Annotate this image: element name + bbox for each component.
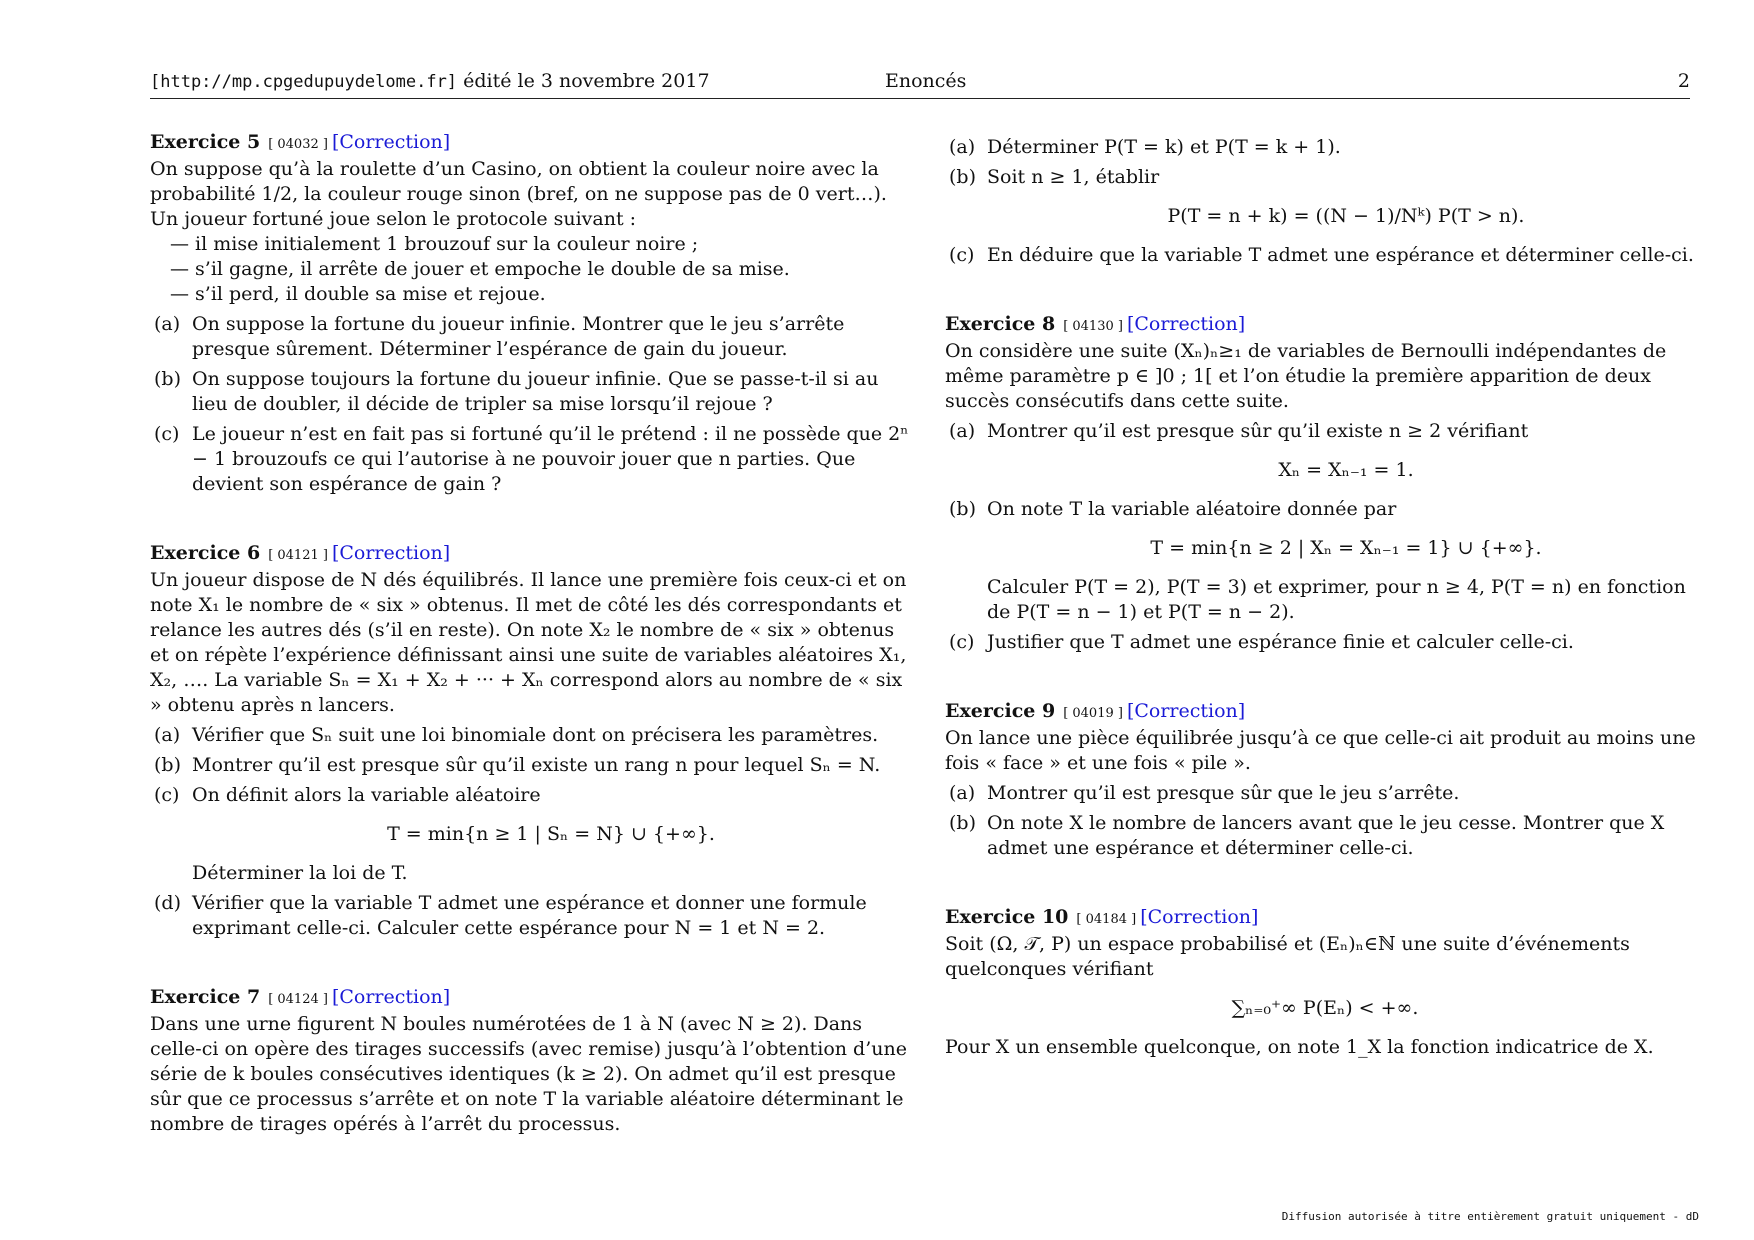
exercise-title: Exercice 10 [945, 906, 1069, 928]
question-item [150, 891, 910, 941]
exercise-title: Exercice 7 [150, 986, 261, 1008]
question-item [945, 630, 1705, 655]
question-text-after: Déterminer la loi de T. [192, 862, 408, 884]
exercise-ref: [ 04121 ] [268, 548, 328, 563]
question-text: Vérifier que Sₙ suit une loi binomiale dont on précisera les paramètres. [192, 724, 879, 746]
exercise-title: Exercice 9 [945, 700, 1056, 722]
question-text: Le joueur n’est en fait pas si fortuné qu’il le prétend : il ne possède que 2ⁿ − 1 brouzoufs ce qui l’autorise à ne pouvoir jouer que n parties. Que devient son espérance de gain ? [192, 423, 909, 495]
question-item [150, 367, 910, 417]
question-text: On note X le nombre de lancers avant que le jeu cesse. Montrer que X admet une espérance et déterminer celle-ci. [987, 812, 1665, 859]
display-equation: T = min{n ≥ 2 | Xₙ = Xₙ₋₁ = 1} ∪ {+∞}. [1150, 537, 1542, 559]
question-item [150, 753, 910, 778]
question-text-after: Calculer P(T = 2), P(T = 3) et exprimer, pour n ≥ 4, P(T = n) en fonction de P(T = n − 1) et P(T = n − 2). [987, 576, 1686, 623]
header-left [150, 70, 710, 92]
dash-item: — s’il gagne, il arrête de jouer et empoche le double de sa mise. [170, 258, 790, 280]
question-item [150, 422, 910, 497]
display-equation: ∑ₙ₌₀⁺∞ P(Eₙ) < +∞. [1231, 997, 1419, 1019]
exercise-10 [945, 905, 1705, 1060]
question-item [150, 312, 910, 362]
question-label: (a) [949, 420, 976, 442]
question-text: Montrer qu’il est presque sûr que le jeu s’arrête. [987, 782, 1460, 804]
question-label: (b) [949, 166, 976, 188]
correction-link[interactable]: [Correction] [331, 986, 451, 1008]
left-column [150, 130, 910, 1181]
exercise-outro: Pour X un ensemble quelconque, on note 1_X la fonction indicatrice de X. [945, 1036, 1654, 1058]
question-item [945, 419, 1705, 483]
question-label: (c) [154, 784, 180, 806]
page-header [150, 70, 1690, 99]
correction-link[interactable]: [Correction] [1140, 906, 1259, 928]
exercise-9 [945, 699, 1705, 861]
display-equation: T = min{n ≥ 1 | Sₙ = N} ∪ {+∞}. [387, 823, 715, 845]
question-text: Justifier que T admet une espérance finie et calculer celle-ci. [987, 631, 1574, 653]
header-title: Enoncés [885, 70, 967, 92]
right-column [945, 130, 1705, 1104]
correction-link[interactable]: [Correction] [1126, 700, 1246, 722]
exercise-intro: On suppose qu’à la roulette d’un Casino, on obtient la couleur noire avec la probabilité 1/2, la couleur rouge sinon (bref, on ne suppose pas de 0 vert…). Un joueur fortuné joue selon le protocole suivant : [150, 158, 887, 230]
question-label: (b) [949, 812, 976, 834]
question-text: On suppose toujours la fortune du joueur infinie. Que se passe-t-il si au lieu de doubler, il décide de tripler sa mise lorsqu’il rejoue ? [192, 368, 879, 415]
question-label: (b) [154, 368, 181, 390]
exercise-8 [945, 312, 1705, 655]
correction-link[interactable]: [Correction] [331, 131, 451, 153]
question-item [150, 783, 910, 886]
question-text: On suppose la fortune du joueur infinie. Montrer que le jeu s’arrête presque sûrement. Déterminer l’espérance de gain du joueur. [192, 313, 845, 360]
exercise-intro: Soit (Ω, 𝒯, P) un espace probabilisé et (Eₙ)ₙ∈ℕ une suite d’événements quelconques vérifiant [945, 933, 1630, 980]
question-item [945, 497, 1705, 625]
question-item [945, 243, 1705, 268]
exercise-intro: On considère une suite (Xₙ)ₙ≥₁ de variables de Bernoulli indépendantes de même paramètre p ∈ ]0 ; 1[ et l’on étudie la première apparition de deux succès consécutifs dans cette suite. [945, 340, 1667, 412]
exercise-7-continued [945, 135, 1705, 268]
exercise-intro: On lance une pièce équilibrée jusqu’à ce que celle-ci ait produit au moins une fois « face » et une fois « pile ». [945, 727, 1696, 774]
correction-link[interactable]: [Correction] [1126, 313, 1246, 335]
question-label: (c) [154, 423, 180, 445]
exercise-title: Exercice 8 [945, 313, 1056, 335]
display-equation: P(T = n + k) = ((N − 1)/Nᵏ) P(T > n). [1167, 205, 1525, 227]
dash-item: — il mise initialement 1 brouzouf sur la couleur noire ; [170, 233, 699, 255]
question-text: On définit alors la variable aléatoire [192, 784, 541, 806]
question-text: Déterminer P(T = k) et P(T = k + 1). [987, 136, 1341, 158]
question-item [945, 135, 1705, 160]
exercise-6 [150, 541, 910, 941]
question-label: (d) [154, 892, 181, 914]
question-item [945, 165, 1705, 229]
question-text: Soit n ≥ 1, établir [987, 166, 1160, 188]
question-text: On note T la variable aléatoire donnée par [987, 498, 1397, 520]
question-label: (c) [949, 244, 975, 266]
question-text: En déduire que la variable T admet une espérance et déterminer celle-ci. [987, 244, 1694, 266]
exercise-intro: Un joueur dispose de N dés équilibrés. Il lance une première fois ceux-ci et on note X₁ le nombre de « six » obtenus. Il met de côté les dés correspondants et relance les autres dés (s’il en reste). On note X₂ le nombre de « six » obtenus et on répète l’expérience définissant ainsi une suite de variables aléatoires X₁, X₂, …. La variable Sₙ = X₁ + X₂ + ··· + Xₙ correspond alors au nombre de « six » obtenu après n lancers. [150, 569, 907, 716]
exercise-ref: [ 04019 ] [1063, 706, 1123, 721]
footer-notice: Diffusion autorisée à titre entièrement gratuit uniquement - dD [1281, 1210, 1699, 1223]
question-item [945, 811, 1705, 861]
question-item [150, 723, 910, 748]
display-equation: Xₙ = Xₙ₋₁ = 1. [1278, 459, 1414, 481]
exercise-ref: [ 04124 ] [268, 992, 328, 1007]
exercise-5 [150, 130, 910, 497]
question-text: Montrer qu’il est presque sûr qu’il existe un rang n pour lequel Sₙ = N. [192, 754, 881, 776]
page-number: 2 [1677, 70, 1690, 92]
exercise-7 [150, 985, 910, 1137]
question-label: (c) [949, 631, 975, 653]
dash-item: — s’il perd, il double sa mise et rejoue. [170, 283, 546, 305]
question-label: (a) [154, 313, 181, 335]
question-text: Vérifier que la variable T admet une espérance et donner une formule exprimant celle-ci. Calculer cette espérance pour N = 1 et N = 2. [192, 892, 867, 939]
exercise-ref: [ 04184 ] [1076, 912, 1137, 927]
correction-link[interactable]: [Correction] [331, 542, 451, 564]
question-item [945, 781, 1705, 806]
header-edited: édité le 3 novembre 2017 [457, 70, 710, 92]
question-label: (a) [949, 136, 976, 158]
exercise-intro: Dans une urne figurent N boules numérotées de 1 à N (avec N ≥ 2). Dans celle-ci on opère des tirages successifs (avec remise) jusqu’à l’obtention d’une série de k boules consécutives identiques (k ≥ 2). On admet qu’il est presque sûr que ce processus s’arrête et on note T la variable aléatoire déterminant le nombre de tirages opérés à l’arrêt du processus. [150, 1013, 907, 1135]
question-label: (a) [949, 782, 976, 804]
question-label: (a) [154, 724, 181, 746]
header-url[interactable]: [http://mp.cpgedupuydelome.fr] [150, 72, 458, 92]
exercise-ref: [ 04130 ] [1063, 319, 1123, 334]
exercise-title: Exercice 5 [150, 131, 261, 153]
question-text: Montrer qu’il est presque sûr qu’il existe n ≥ 2 vérifiant [987, 420, 1529, 442]
question-label: (b) [949, 498, 976, 520]
exercise-ref: [ 04032 ] [268, 137, 328, 152]
question-label: (b) [154, 754, 181, 776]
exercise-title: Exercice 6 [150, 542, 261, 564]
